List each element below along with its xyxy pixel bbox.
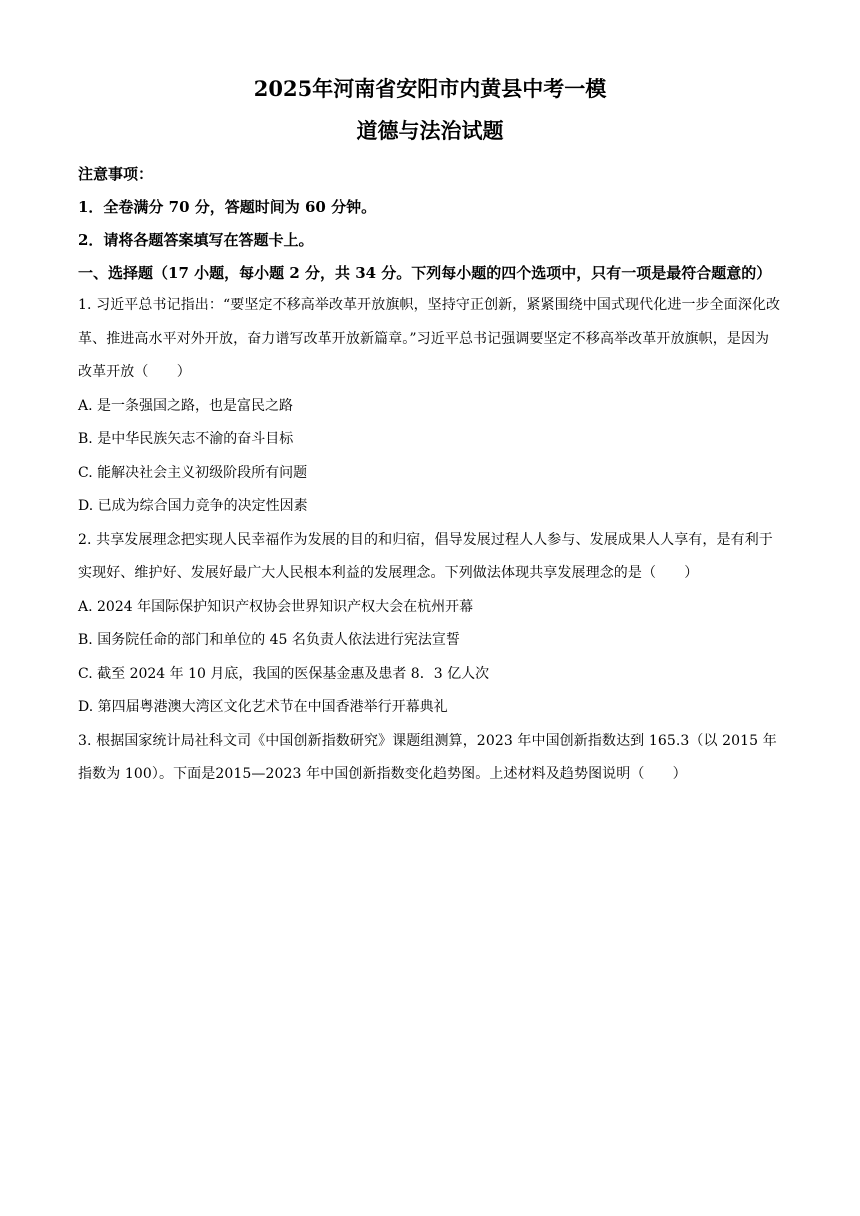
option-b: B. 国务院任命的部门和单位的 45 名负责人依法进行宪法宣誓 bbox=[78, 632, 460, 648]
question-3 bbox=[78, 725, 782, 792]
option-a: A. 2024 年国际保护知识产权协会世界知识产权大会在杭州开幕 bbox=[78, 598, 474, 615]
question-stem: 3. 根据国家统计局社科文司《中国创新指数研究》课题组测算，2023 年中国创新指数达到 165.3（以 2015 年指数为 100）。下面是2015—2023 年中国创新指数变化趋势图。上述材料及趋势图说明（ ） bbox=[78, 732, 777, 782]
exam-page bbox=[78, 72, 782, 792]
question-stem: 2. 共享发展理念把实现人民幸福作为发展的目的和归宿，倡导发展过程人人参与、发展成果人人享有，是有利于实现好、维护好、发展好最广大人民根本利益的发展理念。下列做法体现共享发展理念的是（ ） bbox=[78, 531, 773, 581]
question-2 bbox=[78, 524, 782, 725]
option-b: B. 是中华民族矢志不渝的奋斗目标 bbox=[78, 431, 294, 447]
option-c: C. 能解决社会主义初级阶段所有问题 bbox=[78, 464, 308, 481]
exam-subtitle: 道德与法治试题 bbox=[356, 118, 504, 143]
section-heading-choice: 一、选择题（17 小题，每小题 2 分，共 34 分。下列每小题的四个选项中，只有一项是最符合题意的） bbox=[78, 264, 772, 282]
notice-item-2: 2．请将各题答案填写在答题卡上。 bbox=[78, 231, 314, 249]
notice-heading: 注意事项： bbox=[78, 165, 154, 183]
question-1 bbox=[78, 289, 782, 524]
option-d: D. 已成为综合国力竞争的决定性因素 bbox=[78, 498, 308, 514]
notice-item-1: 1．全卷满分 70 分，答题时间为 60 分钟。 bbox=[78, 198, 377, 216]
option-c: C. 截至 2024 年 10 月底，我国的医保基金惠及患者 8．3 亿人次 bbox=[78, 665, 490, 682]
question-stem: 1. 习近平总书记指出：“要坚定不移高举改革开放旗帜，坚持守正创新，紧紧围绕中国式现代化进一步全面深化改革、推进高水平对外开放，奋力谱写改革开放新篇章。”习近平总书记强调要坚定不移高举改革开放旗帜，是因为改革开放（ ） bbox=[78, 297, 781, 380]
exam-title: 2025年河南省安阳市内黄县中考一模 bbox=[253, 76, 607, 101]
option-a: A. 是一条强国之路，也是富民之路 bbox=[78, 397, 294, 414]
option-d: D. 第四届粤港澳大湾区文化艺术节在中国香港举行开幕典礼 bbox=[78, 699, 448, 715]
